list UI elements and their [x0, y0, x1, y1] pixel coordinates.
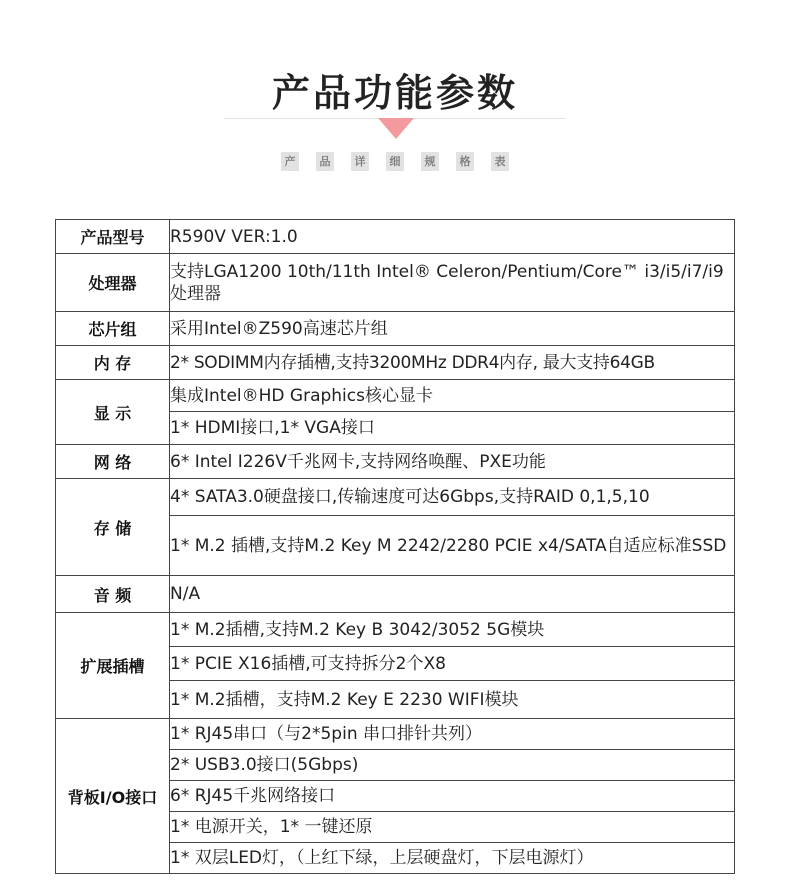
row-value-expansion: 1* PCIE X16插槽,可支持拆分2个X8 — [170, 647, 735, 681]
row-value-rear-io: 1* RJ45串口（与2*5pin 串口排针共列） — [170, 719, 735, 750]
row-value-storage: 4* SATA3.0硬盘接口,传输速度可达6Gbps,支持RAID 0,1,5,10 — [170, 479, 735, 516]
row-label-expansion: 扩展插槽 — [56, 613, 170, 719]
row-label-model: 产品型号 — [56, 220, 170, 254]
row-value-network: 6* Intel I226V千兆网卡,支持网络唤醒、PXE功能 — [170, 445, 735, 479]
row-value-rear-io: 6* RJ45千兆网络接口 — [170, 781, 735, 812]
row-value-display: 集成Intel®HD Graphics核心显卡 — [170, 380, 735, 412]
row-value-storage: 1* M.2 插槽,支持M.2 Key M 2242/2280 PCIE x4/SATA自适应标准SSD — [170, 516, 735, 576]
table-row — [56, 346, 735, 380]
subtitle-char: 格 — [456, 152, 474, 171]
page-title: 产品功能参数 — [271, 71, 518, 115]
row-value-chipset: 采用Intel®Z590高速芯片组 — [170, 312, 735, 346]
row-label-cpu: 处理器 — [56, 254, 170, 312]
subtitle-char: 规 — [421, 152, 439, 171]
table-row — [56, 479, 735, 516]
row-value-rear-io: 1* 双层LED灯，（上红下绿，上层硬盘灯，下层电源灯） — [170, 843, 735, 874]
row-value-memory: 2* SODIMM内存插槽,支持3200MHz DDR4内存, 最大支持64GB — [170, 346, 735, 380]
row-label-chipset: 芯片组 — [56, 312, 170, 346]
row-label-storage: 存 储 — [56, 479, 170, 576]
row-value-rear-io: 2* USB3.0接口(5Gbps) — [170, 750, 735, 781]
row-value-expansion: 1* M.2插槽,支持M.2 Key B 3042/3052 5G模块 — [170, 613, 735, 647]
subtitle-char: 产 — [281, 152, 299, 171]
row-value-rear-io: 1* 电源开关，1* 一键还原 — [170, 812, 735, 843]
row-label-audio: 音 频 — [56, 576, 170, 613]
row-value-expansion: 1* M.2插槽，支持M.2 Key E 2230 WIFI模块 — [170, 681, 735, 719]
row-value-display: 1* HDMI接口,1* VGA接口 — [170, 412, 735, 445]
table-row — [56, 220, 735, 254]
row-label-rear-io: 背板I/O接口 — [56, 719, 170, 874]
row-label-network: 网 络 — [56, 445, 170, 479]
table-row — [56, 445, 735, 479]
table-row — [56, 576, 735, 613]
table-row — [56, 613, 735, 647]
spec-table — [55, 219, 735, 874]
subtitle-char: 详 — [351, 152, 369, 171]
table-row — [56, 254, 735, 312]
subtitle-badges — [0, 152, 790, 171]
row-label-display: 显 示 — [56, 380, 170, 445]
down-arrow-icon — [378, 118, 414, 139]
row-value-model: R590V VER:1.0 — [170, 220, 735, 254]
row-value-audio: N/A — [170, 576, 735, 613]
table-row — [56, 312, 735, 346]
row-value-cpu: 支持LGA1200 10th/11th Intel® Celeron/Pentium/Core™ i3/i5/i7/i9 处理器 — [170, 254, 735, 312]
subtitle-char: 细 — [386, 152, 404, 171]
table-row — [56, 380, 735, 412]
row-label-memory: 内 存 — [56, 346, 170, 380]
subtitle-char: 品 — [316, 152, 334, 171]
subtitle-char: 表 — [491, 152, 509, 171]
table-row — [56, 719, 735, 750]
